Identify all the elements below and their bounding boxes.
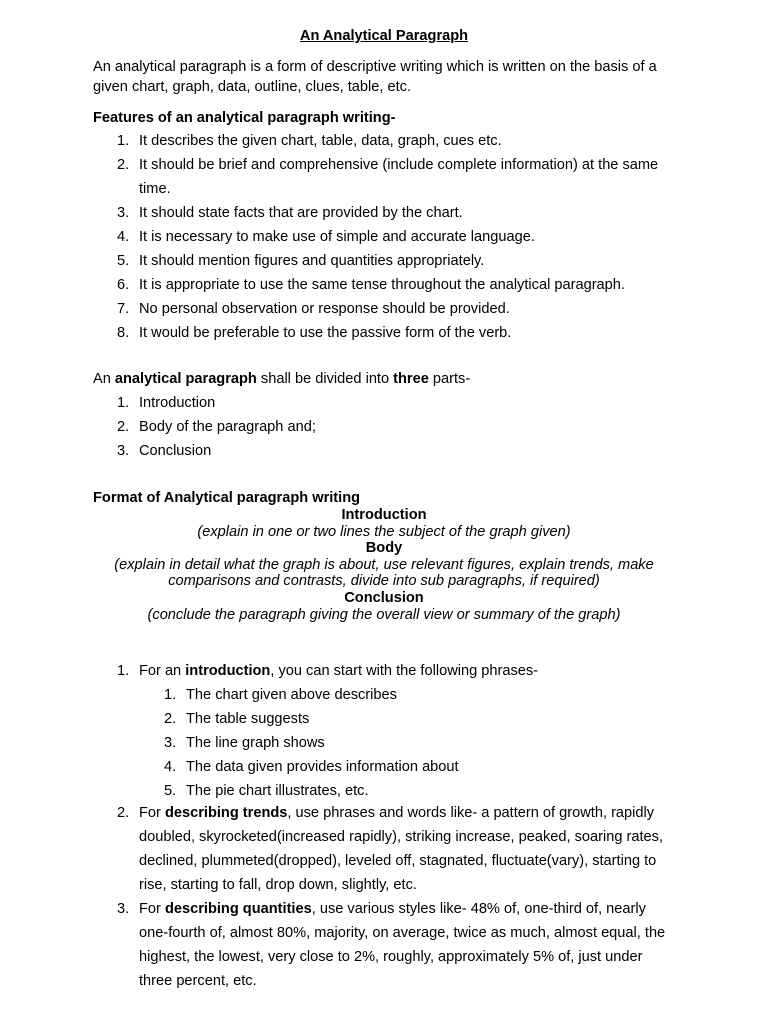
list-item: 1. Introduction bbox=[117, 395, 216, 411]
format-conclusion-label: Conclusion bbox=[344, 590, 424, 606]
list-item: 5. It should mention figures and quantities appropriately. bbox=[117, 253, 485, 269]
list-item: 6. It is appropriate to use the same tense throughout the analytical paragraph. bbox=[117, 277, 625, 293]
intro-paragraph: An analytical paragraph is a form of descriptive writing which is written on the basis of a given chart, graph, data, outline, clues, table, etc. bbox=[93, 59, 657, 95]
list-item: 1. The chart given above describes bbox=[164, 687, 397, 703]
list-item: 2. It should be brief and comprehensive (include complete information) at the same time. bbox=[117, 157, 659, 197]
list-item: 8. It would be preferable to use the passive form of the verb. bbox=[117, 325, 512, 341]
tips-list-continued bbox=[117, 801, 679, 993]
list-item: 2. The table suggests bbox=[164, 711, 310, 727]
list-item: 5. The pie chart illustrates, etc. bbox=[164, 783, 369, 799]
list-item: 7. No personal observation or response should be provided. bbox=[117, 301, 510, 317]
list-item: 2. Body of the paragraph and; bbox=[117, 419, 316, 435]
list-item: 3. Conclusion bbox=[117, 443, 212, 459]
format-introduction-label: Introduction bbox=[341, 507, 427, 523]
format-body-label: Body bbox=[365, 540, 403, 556]
list-item: 3. For describing quantities, use various styles like- 48% of, one-third of, nearly one-fourth of, almost 80%, majority, on average, twice as much, almost equal, the highest, the lowest, very close to 2%, roughly, approximately 5% of, just under three percent, etc. bbox=[117, 901, 666, 989]
list-item: 2. For describing trends, use phrases and words like- a pattern of growth, rapidly doubled, skyrocketed(increased rapidly), striking increase, peaked, soaring rates, declined, plummeted(dropped), leveled off, stagnated, fluctuate(vary), starting to rise, starting to fall, drop down, slightly, etc. bbox=[117, 805, 664, 893]
format-conclusion-desc: (conclude the paragraph giving the overall view or summary of the graph) bbox=[147, 607, 621, 623]
list-item: 3. It should state facts that are provided by the chart. bbox=[117, 205, 463, 221]
features-list bbox=[117, 129, 679, 345]
tips-list bbox=[117, 659, 679, 683]
list-item: 4. It is necessary to make use of simple and accurate language. bbox=[117, 229, 535, 245]
list-item: 4. The data given provides information about bbox=[164, 759, 459, 775]
page-title: An Analytical Paragraph bbox=[299, 28, 469, 44]
list-item: 3. The line graph shows bbox=[164, 735, 325, 751]
introduction-phrases-list bbox=[164, 683, 666, 803]
format-body-desc-line2: comparisons and contrasts, divide into sub paragraphs, if required) bbox=[168, 573, 600, 589]
features-heading: Features of an analytical paragraph writing- bbox=[93, 110, 396, 126]
format-body-desc-line1: (explain in detail what the graph is about, use relevant figures, explain trends, make bbox=[114, 557, 654, 573]
parts-intro: An analytical paragraph shall be divided into three parts- bbox=[93, 371, 471, 387]
parts-list bbox=[117, 391, 679, 463]
format-introduction-desc: (explain in one or two lines the subject of the graph given) bbox=[197, 524, 571, 540]
list-item: 1. It describes the given chart, table, data, graph, cues etc. bbox=[117, 133, 502, 149]
list-item: 1. For an introduction, you can start with the following phrases- bbox=[117, 663, 539, 679]
format-heading: Format of Analytical paragraph writing bbox=[93, 490, 361, 506]
